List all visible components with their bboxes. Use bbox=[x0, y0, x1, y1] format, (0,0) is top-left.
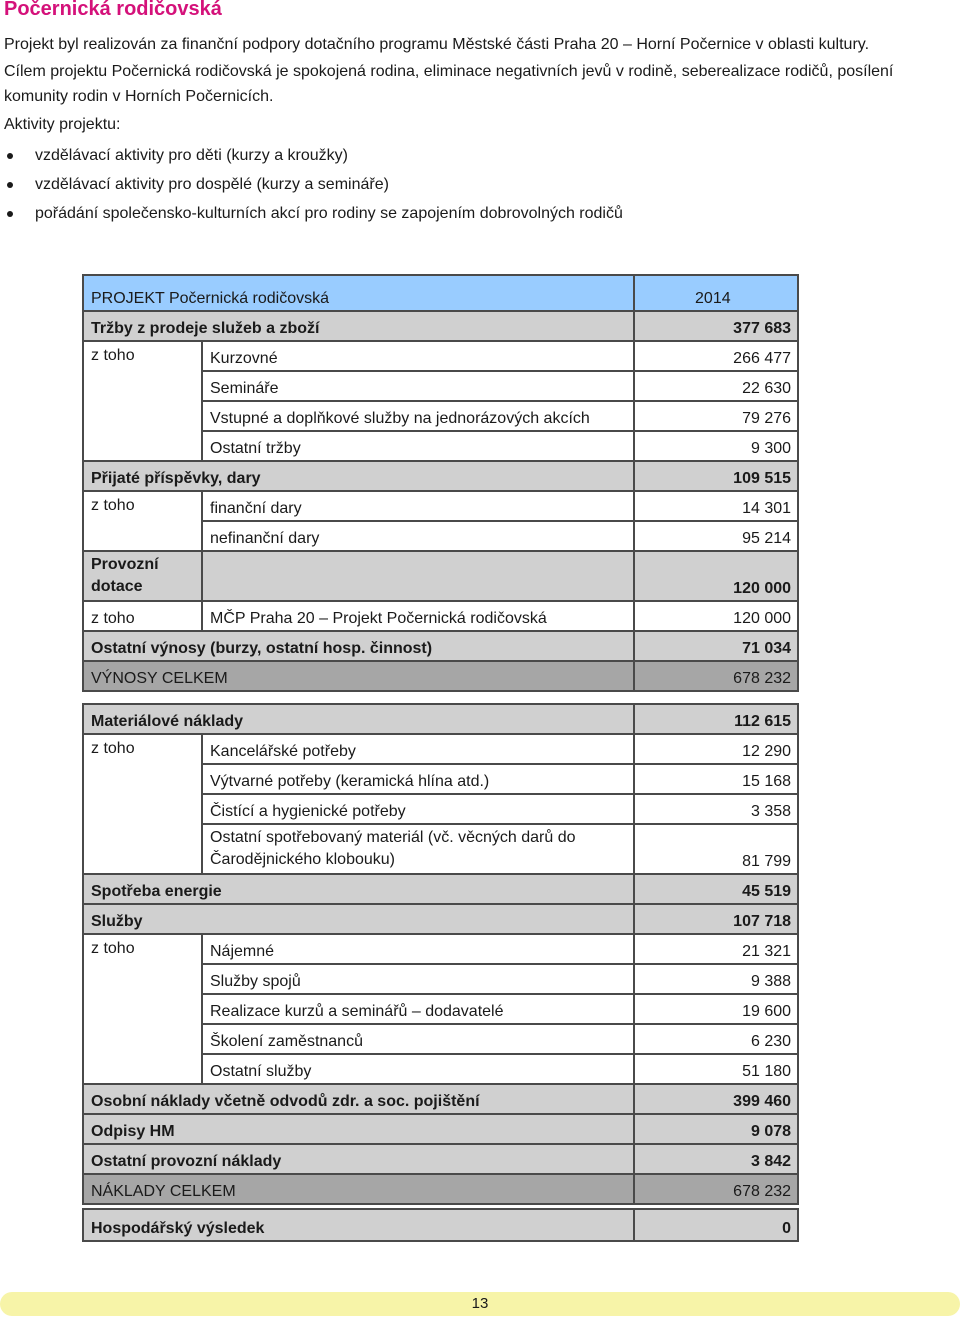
services-label: Služby bbox=[83, 904, 634, 934]
other-income-value: 71 034 bbox=[634, 631, 798, 661]
item-value: 95 214 bbox=[634, 521, 798, 551]
subsidy-label bbox=[83, 551, 202, 601]
result-label: Hospodářský výsledek bbox=[83, 1209, 634, 1241]
subsidy-spacer bbox=[202, 551, 634, 601]
other-operating-value: 3 842 bbox=[634, 1144, 798, 1174]
contributions-value: 109 515 bbox=[634, 461, 798, 491]
item-label: Kancelářské potřeby bbox=[202, 734, 634, 764]
costs-total-label: NÁKLADY CELKEM bbox=[83, 1174, 634, 1204]
list-item: vzdělávací aktivity pro dospělé (kurzy a semináře) bbox=[4, 170, 944, 199]
subsidy-label-line-1: Provozní bbox=[91, 556, 159, 573]
item-value: 21 321 bbox=[634, 934, 798, 964]
item-label: Realizace kurzů a seminářů – dodavatelé bbox=[202, 994, 634, 1024]
personnel-label: Osobní náklady včetně odvodů zdr. a soc. pojištění bbox=[83, 1084, 634, 1114]
of-which-label: z toho bbox=[83, 341, 202, 461]
item-label: Ostatní tržby bbox=[202, 431, 634, 461]
item-label: Ostatní služby bbox=[202, 1054, 634, 1084]
other-income-label: Ostatní výnosy (burzy, ostatní hosp. činnost) bbox=[83, 631, 634, 661]
intro-text bbox=[4, 32, 944, 228]
sales-label: Tržby z prodeje služeb a zboží bbox=[83, 311, 634, 341]
item-label: Služby spojů bbox=[202, 964, 634, 994]
depreciation-value: 9 078 bbox=[634, 1114, 798, 1144]
income-total-value: 678 232 bbox=[634, 661, 798, 691]
page-number: 13 bbox=[471, 1295, 489, 1312]
page-footer bbox=[0, 1292, 960, 1316]
item-value: 12 290 bbox=[634, 734, 798, 764]
result-table bbox=[82, 1208, 799, 1242]
project-label: PROJEKT Počernická rodičovská bbox=[83, 275, 634, 311]
energy-value: 45 519 bbox=[634, 874, 798, 904]
costs-total-value: 678 232 bbox=[634, 1174, 798, 1204]
item-value: 81 799 bbox=[634, 824, 798, 874]
result-value: 0 bbox=[634, 1209, 798, 1241]
item-label: Vstupné a doplňkové služby na jednorázových akcích bbox=[202, 401, 634, 431]
item-value: 266 477 bbox=[634, 341, 798, 371]
year-label: 2014 bbox=[634, 275, 798, 311]
item-label-line-2: Čarodějnického klobouku) bbox=[210, 851, 395, 868]
depreciation-label: Odpisy HM bbox=[83, 1114, 634, 1144]
table-row bbox=[83, 704, 798, 734]
subsidy-value: 120 000 bbox=[634, 551, 798, 601]
table-row bbox=[83, 934, 798, 964]
item-label: Školení zaměstnanců bbox=[202, 1024, 634, 1054]
item-value: 3 358 bbox=[634, 794, 798, 824]
item-value: 22 630 bbox=[634, 371, 798, 401]
table-row bbox=[83, 341, 798, 371]
table-row bbox=[83, 461, 798, 491]
table-row bbox=[83, 874, 798, 904]
intro-activities-heading: Aktivity projektu: bbox=[4, 116, 121, 133]
item-label bbox=[202, 824, 634, 874]
sales-value: 377 683 bbox=[634, 311, 798, 341]
table-row bbox=[83, 904, 798, 934]
energy-label: Spotřeba energie bbox=[83, 874, 634, 904]
income-table bbox=[82, 274, 799, 692]
item-label-line-1: Ostatní spotřebovaný materiál (vč. věcných darů do bbox=[210, 829, 576, 846]
item-value: 9 300 bbox=[634, 431, 798, 461]
item-value: 19 600 bbox=[634, 994, 798, 1024]
item-value: 79 276 bbox=[634, 401, 798, 431]
item-value: 9 388 bbox=[634, 964, 798, 994]
table-row bbox=[83, 1209, 798, 1241]
table-row bbox=[83, 1144, 798, 1174]
item-label: Výtvarné potřeby (keramická hlína atd.) bbox=[202, 764, 634, 794]
item-value: 15 168 bbox=[634, 764, 798, 794]
item-label: Kurzovné bbox=[202, 341, 634, 371]
item-label: MČP Praha 20 – Projekt Počernická rodičovská bbox=[202, 601, 634, 631]
activities-list bbox=[4, 141, 944, 228]
costs-table bbox=[82, 703, 799, 1205]
table-row bbox=[83, 601, 798, 631]
of-which-label: z toho bbox=[83, 491, 202, 551]
income-total-label: VÝNOSY CELKEM bbox=[83, 661, 634, 691]
item-label: Čistící a hygienické potřeby bbox=[202, 794, 634, 824]
material-label: Materiálové náklady bbox=[83, 704, 634, 734]
item-value: 120 000 bbox=[634, 601, 798, 631]
table-row bbox=[83, 1174, 798, 1204]
table-row bbox=[83, 631, 798, 661]
item-label: nefinanční dary bbox=[202, 521, 634, 551]
item-value: 14 301 bbox=[634, 491, 798, 521]
list-item: vzdělávací aktivity pro děti (kurzy a kroužky) bbox=[4, 141, 944, 170]
table-row bbox=[83, 734, 798, 764]
of-which-label: z toho bbox=[83, 934, 202, 1084]
page-title: Počernická rodičovská bbox=[4, 0, 222, 20]
table-row bbox=[83, 311, 798, 341]
intro-goal: Cílem projektu Počernická rodičovská je spokojená rodina, eliminace negativních jevů v rodině, seberealizace rodičů, posílení komunity rodin v Horních Počernicích. bbox=[4, 63, 894, 105]
item-value: 6 230 bbox=[634, 1024, 798, 1054]
services-value: 107 718 bbox=[634, 904, 798, 934]
table-row bbox=[83, 1114, 798, 1144]
intro-funding: Projekt byl realizován za finanční podpory dotačního programu Městské části Praha 20 – Horní Počernice v oblasti kultury. bbox=[4, 36, 870, 53]
contributions-label: Přijaté příspěvky, dary bbox=[83, 461, 634, 491]
table-row bbox=[83, 661, 798, 691]
of-which-label: z toho bbox=[83, 601, 202, 631]
item-label: finanční dary bbox=[202, 491, 634, 521]
item-label: Nájemné bbox=[202, 934, 634, 964]
table-row bbox=[83, 491, 798, 521]
of-which-label: z toho bbox=[83, 734, 202, 874]
table-header-row bbox=[83, 275, 798, 311]
item-value: 51 180 bbox=[634, 1054, 798, 1084]
material-value: 112 615 bbox=[634, 704, 798, 734]
item-label: Semináře bbox=[202, 371, 634, 401]
table-row bbox=[83, 551, 798, 601]
table-row bbox=[83, 1084, 798, 1114]
subsidy-label-line-2: dotace bbox=[91, 578, 143, 595]
other-operating-label: Ostatní provozní náklady bbox=[83, 1144, 634, 1174]
personnel-value: 399 460 bbox=[634, 1084, 798, 1114]
list-item: pořádání společensko-kulturních akcí pro rodiny se zapojením dobrovolných rodičů bbox=[4, 199, 944, 228]
